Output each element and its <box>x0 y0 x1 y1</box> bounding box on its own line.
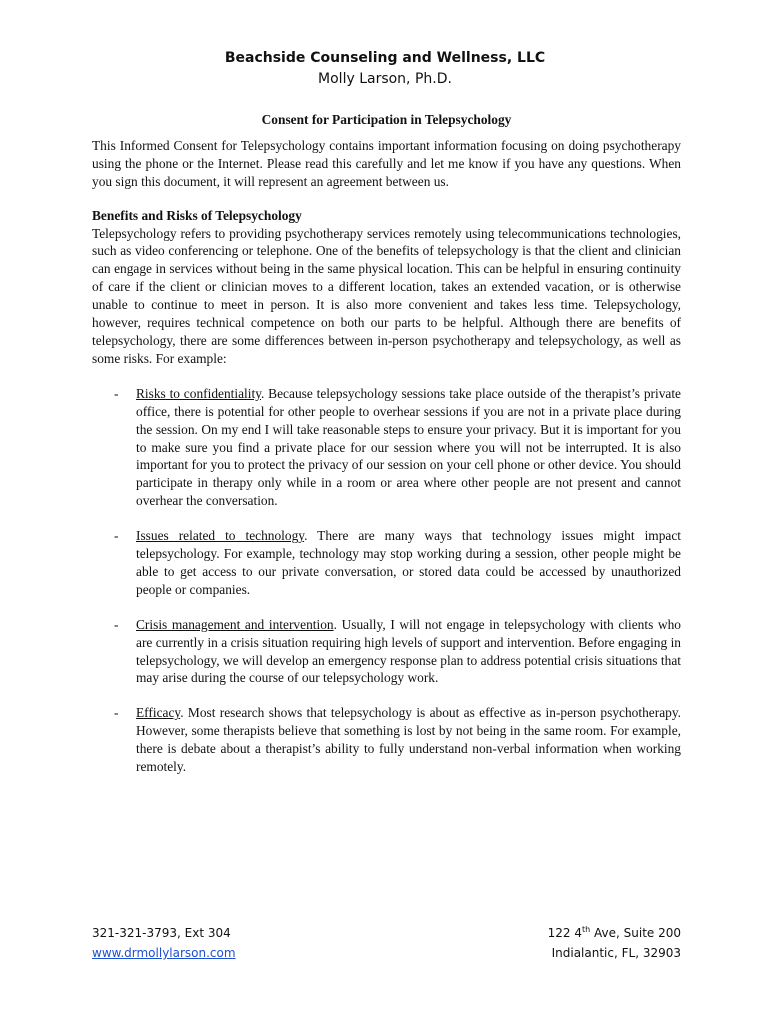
list-item <box>92 527 681 599</box>
list-dash: - <box>114 616 119 632</box>
footer-address <box>548 923 681 963</box>
list-item-body: . Most research shows that telepsychology is about as effective as in-person psychotherapy. However, some therapists believe that something is lost by not being in the same room. For example, there is debate about a therapist’s ability to fully understand non-verbal information when working remotely. <box>136 705 681 775</box>
footer-phone: 321-321-3793, Ext 304 <box>92 926 231 940</box>
list-dash: - <box>114 528 119 544</box>
organization-name: Beachside Counseling and Wellness, LLC <box>224 50 546 66</box>
list-item <box>92 704 681 776</box>
list-dash: - <box>114 385 119 401</box>
footer-street <box>548 923 681 943</box>
list-item-body: . There are many ways that technology issues might impact telepsychology. For example, technology may stop working during a session, other people might be able to get access to our private conversation, or stored data could be accessed by unauthorized people or companies. <box>136 528 682 597</box>
footer-city: Indialantic, FL, 32903 <box>551 946 681 960</box>
intro-paragraph: This Informed Consent for Telepsychology contains important information focusing on doing psychotherapy using the phone or the Internet. Please read this carefully and let me know if you have any questions. When you sign this document, it will represent an agreement between us. <box>92 137 681 189</box>
section-heading: Benefits and Risks of Telepsychology <box>92 207 302 223</box>
street-name: Ave, Suite 200 <box>590 926 681 940</box>
footer-contact <box>92 923 236 963</box>
list-item <box>92 385 681 510</box>
list-item-term: Issues related to technology <box>136 528 305 544</box>
street-ordinal: th <box>581 925 591 934</box>
section-paragraph: Telepsychology refers to providing psychotherapy services remotely using telecommunications technologies, such as video conferencing or telephone. One of the benefits of telepsychology is that the client and clinician can engage in services without being in the same physical location. This can be helpful in ensuring continuity of care if the client or clinician moves to a different location, takes an extended vacation, or is otherwise unable to continue to meet in person. It is also more convenient and takes less time. Telepsychology, however, requires technical competence on both our parts to be helpful. Although there are benefits of telepsychology, there are some differences between in-person psychotherapy and telepsychology, as well as some risks. For example: <box>92 225 681 366</box>
list-item-term: Efficacy <box>136 705 181 721</box>
document-title: Consent for Participation in Telepsychology <box>261 112 512 127</box>
list-item-term: Risks to confidentiality <box>136 385 262 401</box>
list-dash: - <box>114 705 119 721</box>
document-body <box>92 111 681 793</box>
letterhead <box>0 48 770 90</box>
list-item-text <box>136 385 681 510</box>
list-item-term: Crisis management and intervention <box>136 616 334 632</box>
provider-name: Molly Larson, Ph.D. <box>318 71 452 87</box>
list-item <box>92 616 681 688</box>
list-item-body: . Because telepsychology sessions take place outside of the therapist’s private office, there is potential for other people to overhear sessions if you are not in a private place during the session. On my end I will take reasonable steps to ensure your privacy. But it is important for you to make sure you find a private place for our session where you will not be interrupted. It is also important for you to protect the privacy of our session on your cell phone or other device. You should participate in therapy only while in a room or area where other people are not present and cannot overhear the conversation. <box>136 385 681 509</box>
list-item-body: . Usually, I will not engage in telepsychology with clients who are currently in a crisis situation requiring high levels of support and intervention. Before engaging in telepsychology, we will develop an emergency response plan to address potential crisis situations that may arise during the course of our telepsychology work. <box>136 616 681 686</box>
website-link[interactable]: www.drmollylarson.com <box>92 946 236 960</box>
street-number: 122 4 <box>547 926 582 940</box>
list-item-text <box>136 616 681 688</box>
risk-list <box>92 385 681 776</box>
list-item-text <box>136 704 681 776</box>
list-item-text <box>136 527 681 599</box>
